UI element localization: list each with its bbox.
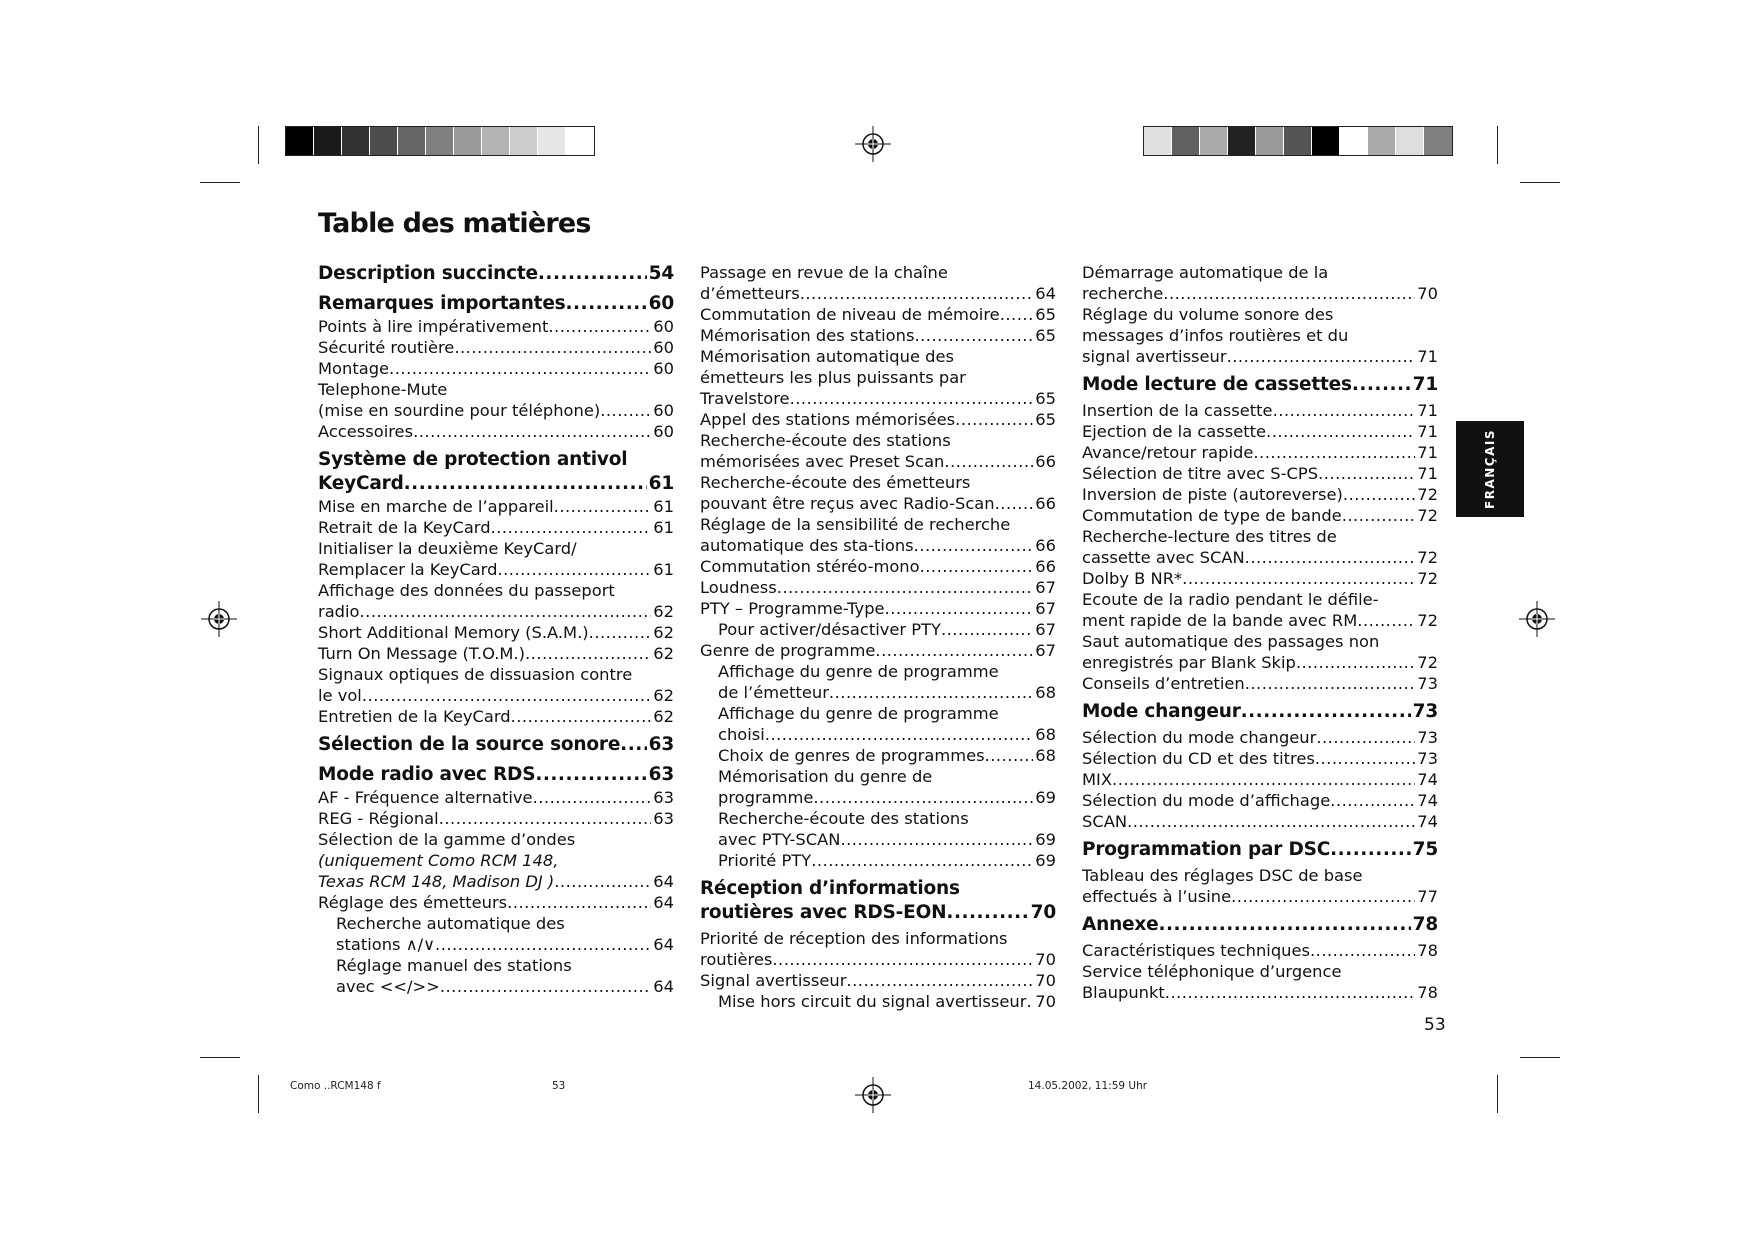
crop-mark: [258, 126, 259, 164]
toc-entry-line: Affichage du genre de programme: [718, 662, 999, 681]
toc-entry[interactable]: avec PTY-SCAN ..... 69: [700, 829, 1056, 850]
toc-entry[interactable]: Avance/retour rapide ..... 71: [1082, 442, 1438, 463]
toc-entry[interactable]: recherche ..... 70: [1082, 283, 1438, 304]
crop-mark: [1497, 1075, 1498, 1113]
color-swatch: [482, 127, 510, 155]
toc-entry[interactable]: PTY – Programme-Type ..... 67: [700, 598, 1056, 619]
toc-entry-line: messages d’infos routières et du: [1082, 326, 1349, 345]
toc-entry[interactable]: Commutation de type de bande ..... 72: [1082, 505, 1438, 526]
toc-heading-line: Réception d’informations: [700, 878, 960, 899]
toc-entry[interactable]: Points à lire impérativement ..... 60: [318, 316, 674, 337]
toc-entry[interactable]: radio ..... 62: [318, 601, 674, 622]
color-swatch: [286, 127, 314, 155]
toc-entry[interactable]: Blaupunkt ..... 78: [1082, 982, 1438, 1003]
toc-entry-line: Tableau des réglages DSC de base: [1082, 866, 1363, 885]
color-swatch: [1172, 127, 1200, 155]
toc-entry[interactable]: Retrait de la KeyCard ..... 61: [318, 517, 674, 538]
toc-entry[interactable]: pouvant être reçus avec Radio-Scan ..... 66: [700, 493, 1056, 514]
toc-entry-line: Ecoute de la radio pendant le défile-: [1082, 590, 1379, 609]
toc-entry[interactable]: de l’émetteur ..... 68: [700, 682, 1056, 703]
toc-entry-line: Recherche-écoute des stations: [700, 431, 951, 450]
color-swatch: [1200, 127, 1228, 155]
toc-entry-line: Mémorisation automatique des: [700, 347, 954, 366]
toc-entry[interactable]: programme ..... 69: [700, 787, 1056, 808]
toc-entry-line: Démarrage automatique de la: [1082, 263, 1329, 282]
color-swatch: [342, 127, 370, 155]
toc-heading[interactable]: Annexe ..... 78: [1082, 913, 1438, 937]
toc-heading[interactable]: Mode radio avec RDS ..... 63: [318, 763, 674, 787]
toc-entry[interactable]: automatique des sta-tions ..... 66: [700, 535, 1056, 556]
color-swatch: [1144, 127, 1172, 155]
toc-entry-line: Recherche-écoute des émetteurs: [700, 473, 971, 492]
toc-entry[interactable]: Insertion de la cassette ..... 71: [1082, 400, 1438, 421]
toc-entry[interactable]: Mise en marche de l’appareil ..... 61: [318, 496, 674, 517]
toc-heading[interactable]: Mode lecture de cassettes ..... 71: [1082, 373, 1438, 397]
toc-entry-line: Affichage du genre de programme: [718, 704, 999, 723]
toc-entry[interactable]: REG - Régional ..... 63: [318, 808, 674, 829]
color-swatch: [370, 127, 398, 155]
toc-entry-line: Mémorisation du genre de: [718, 767, 933, 786]
toc-entry[interactable]: Turn On Message (T.O.M.) ..... 62: [318, 643, 674, 664]
color-calibration-bar-right: [1143, 126, 1453, 156]
toc-entry[interactable]: Mise hors circuit du signal avertisseur ..... 70: [700, 991, 1056, 1012]
color-swatch: [1368, 127, 1396, 155]
toc-column-1: [318, 262, 674, 997]
toc-entry-line: Passage en revue de la chaîne: [700, 263, 948, 282]
toc-entry[interactable]: Choix de genres de programmes ..... 68: [700, 745, 1056, 766]
toc-heading[interactable]: Programmation par DSC ..... 75: [1082, 838, 1438, 862]
crop-mark: [1497, 126, 1498, 164]
color-swatch: [1228, 127, 1256, 155]
toc-entry[interactable]: Ejection de la cassette ..... 71: [1082, 421, 1438, 442]
toc-column-3: [1082, 262, 1438, 1003]
toc-entry[interactable]: enregistrés par Blank Skip ..... 72: [1082, 652, 1438, 673]
crop-mark: [1520, 182, 1560, 183]
toc-entry-line: Signaux optiques de dissuasion contre: [318, 665, 633, 684]
page-number: 53: [1424, 1015, 1446, 1035]
toc-entry[interactable]: Genre de programme ..... 67: [700, 640, 1056, 661]
toc-entry-line: Saut automatique des passages non: [1082, 632, 1380, 651]
toc-entry[interactable]: stations ∧/∨ ..... 64: [318, 934, 674, 955]
registration-target-icon: [855, 126, 891, 162]
color-swatch: [1396, 127, 1424, 155]
color-swatch: [1340, 127, 1368, 155]
crop-mark: [1520, 1057, 1560, 1058]
toc-entry[interactable]: Pour activer/désactiver PTY ..... 67: [700, 619, 1056, 640]
toc-entry[interactable]: Remplacer la KeyCard ..... 61: [318, 559, 674, 580]
toc-entry[interactable]: Appel des stations mémorisées ..... 65: [700, 409, 1056, 430]
toc-entry-line: Réglage du volume sonore des: [1082, 305, 1334, 324]
toc-entry[interactable]: Priorité PTY ..... 69: [700, 850, 1056, 871]
toc-entry-line: (uniquement Como RCM 148,: [318, 851, 559, 870]
toc-entry[interactable]: Texas RCM 148, Madison DJ ) ..... 64: [318, 871, 674, 892]
toc-entry[interactable]: mémorisées avec Preset Scan ..... 66: [700, 451, 1056, 472]
toc-entry-line: Réglage manuel des stations: [336, 956, 572, 975]
toc-entry[interactable]: Mémorisation des stations ..... 65: [700, 325, 1056, 346]
toc-heading[interactable]: KeyCard ..... 61: [318, 472, 674, 496]
toc-entry[interactable]: le vol ..... 62: [318, 685, 674, 706]
toc-entry[interactable]: Conseils d’entretien ..... 73: [1082, 673, 1438, 694]
toc-entry[interactable]: Sélection du CD et des titres ..... 73: [1082, 748, 1438, 769]
toc-entry[interactable]: Sélection de titre avec S-CPS ..... 71: [1082, 463, 1438, 484]
registration-target-icon: [201, 601, 237, 637]
toc-heading[interactable]: Sélection de la source sonore ..... 63: [318, 733, 674, 757]
toc-entry-line: Priorité de réception des informations: [700, 929, 1008, 948]
color-swatch: [398, 127, 426, 155]
color-swatch: [1424, 127, 1452, 155]
toc-entry[interactable]: (mise en sourdine pour téléphone) ..... 60: [318, 400, 674, 421]
toc-entry-line: Service téléphonique d’urgence: [1082, 962, 1342, 981]
toc-entry[interactable]: choisi ..... 68: [700, 724, 1056, 745]
color-swatch: [566, 127, 594, 155]
color-calibration-bar-left: [285, 126, 595, 156]
toc-column-2: [700, 262, 1056, 1012]
color-swatch: [454, 127, 482, 155]
toc-entry[interactable]: ment rapide de la bande avec RM ..... 72: [1082, 610, 1438, 631]
toc-entry[interactable]: AF - Fréquence alternative ..... 63: [318, 787, 674, 808]
toc-heading[interactable]: routières avec RDS-EON ..... 70: [700, 901, 1056, 925]
toc-entry[interactable]: Montage ..... 60: [318, 358, 674, 379]
footer-date: 14.05.2002, 11:59 Uhr: [1028, 1080, 1148, 1092]
toc-entry-line: émetteurs les plus puissants par: [700, 368, 966, 387]
toc-heading[interactable]: Mode changeur ..... 73: [1082, 700, 1438, 724]
toc-entry[interactable]: Short Additional Memory (S.A.M.) ..... 62: [318, 622, 674, 643]
toc-entry-line: Initialiser la deuxième KeyCard/: [318, 539, 577, 558]
toc-entry[interactable]: MIX ..... 74: [1082, 769, 1438, 790]
color-swatch: [1312, 127, 1340, 155]
registration-target-icon: [855, 1077, 891, 1113]
footer-page: 53: [552, 1080, 566, 1092]
toc-entry-line: Telephone-Mute: [318, 380, 448, 399]
language-tab-label: FRANÇAIS: [1483, 429, 1497, 509]
toc-entry[interactable]: Caractéristiques techniques ..... 78: [1082, 940, 1438, 961]
toc-entry[interactable]: effectués à l’usine ..... 77: [1082, 886, 1438, 907]
toc-entry[interactable]: Accessoires ..... 60: [318, 421, 674, 442]
toc-heading[interactable]: Remarques importantes ..... 60: [318, 292, 674, 316]
toc-entry[interactable]: Réglage des émetteurs ..... 64: [318, 892, 674, 913]
color-swatch: [510, 127, 538, 155]
toc-entry[interactable]: SCAN ..... 74: [1082, 811, 1438, 832]
toc-heading[interactable]: Description succincte ..... 54: [318, 262, 674, 286]
toc-entry-line: Sélection de la gamme d’ondes: [318, 830, 576, 849]
toc-entry[interactable]: Sélection du mode changeur ..... 73: [1082, 727, 1438, 748]
footer-file: Como ..RCM148 f: [290, 1080, 381, 1092]
toc-entry[interactable]: Commutation stéréo-mono ..... 66: [700, 556, 1056, 577]
toc-entry[interactable]: Inversion de piste (autoreverse) ..... 72: [1082, 484, 1438, 505]
toc-entry[interactable]: Travelstore ..... 65: [700, 388, 1056, 409]
toc-entry-line: Recherche-lecture des titres de: [1082, 527, 1337, 546]
crop-mark: [200, 1057, 240, 1058]
color-swatch: [314, 127, 342, 155]
color-swatch: [538, 127, 566, 155]
toc-entry[interactable]: Sélection du mode d’affichage ..... 74: [1082, 790, 1438, 811]
registration-target-icon: [1519, 601, 1555, 637]
toc-entry[interactable]: signal avertisseur ..... 71: [1082, 346, 1438, 367]
toc-heading-line: Système de protection antivol: [318, 449, 628, 470]
toc-entry[interactable]: Loudness ..... 67: [700, 577, 1056, 598]
page-title: Table des matières: [318, 208, 591, 239]
crop-mark: [200, 182, 240, 183]
toc-entry[interactable]: routières ..... 70: [700, 949, 1056, 970]
toc-entry-line: Affichage des données du passeport: [318, 581, 615, 600]
color-swatch: [1256, 127, 1284, 155]
toc-entry[interactable]: Sécurité routière ..... 60: [318, 337, 674, 358]
language-tab: [1456, 421, 1524, 517]
toc-entry[interactable]: Dolby B NR* ..... 72: [1082, 568, 1438, 589]
color-swatch: [1284, 127, 1312, 155]
toc-entry[interactable]: Entretien de la KeyCard ..... 62: [318, 706, 674, 727]
toc-entry-line: Réglage de la sensibilité de recherche: [700, 515, 1011, 534]
toc-entry[interactable]: Signal avertisseur ..... 70: [700, 970, 1056, 991]
toc-entry[interactable]: Commutation de niveau de mémoire ..... 65: [700, 304, 1056, 325]
toc-entry[interactable]: cassette avec SCAN ..... 72: [1082, 547, 1438, 568]
crop-mark: [258, 1075, 259, 1113]
toc-entry[interactable]: d’émetteurs ..... 64: [700, 283, 1056, 304]
toc-entry[interactable]: avec <</>> ..... 64: [318, 976, 674, 997]
toc-entry-line: Recherche-écoute des stations: [718, 809, 969, 828]
toc-entry-line: Recherche automatique des: [336, 914, 565, 933]
color-swatch: [426, 127, 454, 155]
